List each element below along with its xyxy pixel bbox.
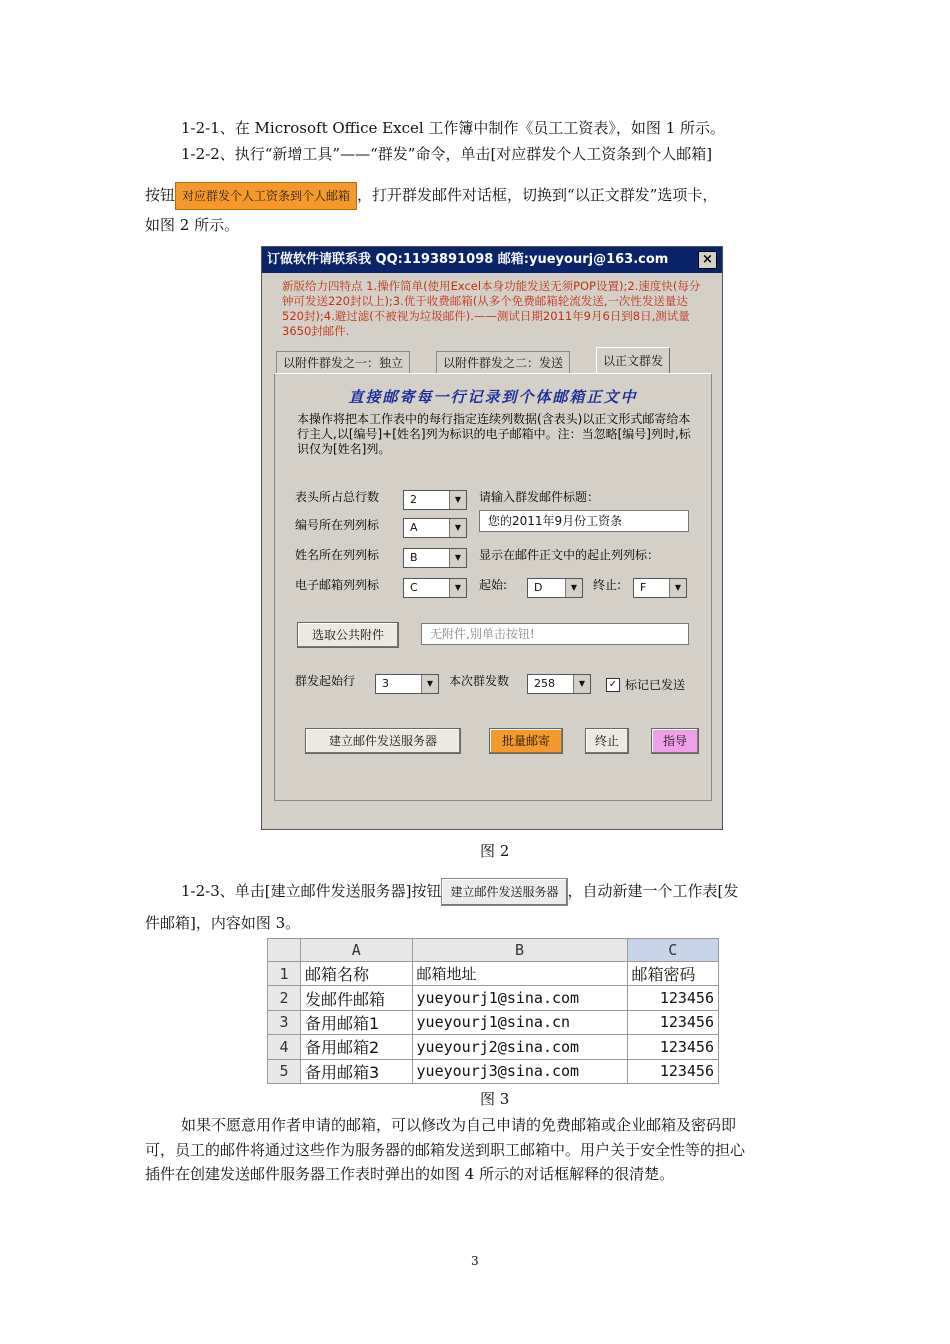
subject-label: 请输入群发邮件标题： xyxy=(479,490,600,504)
cell-mailbox-name[interactable]: 备用邮箱1 xyxy=(301,1010,413,1034)
tab-attachment-send[interactable]: 以附件群发之二：发送 xyxy=(436,351,570,374)
end-column-value: F xyxy=(640,581,647,594)
cell-mailbox-password[interactable]: 123456 xyxy=(627,1035,719,1059)
cell-mailbox-name[interactable]: 备用邮箱2 xyxy=(301,1035,413,1059)
id-column-value: A xyxy=(410,521,418,534)
feature-notice: 新版给力四特点 1.操作简单(使用Excel本身功能发送无须POP设置);2.速度快(每分钟可发送220封以上);3.优于收费邮箱(从多个免费邮箱轮流发送,一次性发送量达520封);4.避过滤(不被视为垃圾邮件).——测试日期2011年9月6日到8日,测试量3650封邮件. xyxy=(282,279,701,338)
build-server-button[interactable]: 建立邮件发送服务器 xyxy=(305,728,461,754)
name-column-value: B xyxy=(410,551,418,564)
row-number[interactable]: 4 xyxy=(268,1035,301,1059)
figure-3-caption: 图 3 xyxy=(480,1090,510,1108)
build-server-button-image: 建立邮件发送服务器 xyxy=(441,878,567,906)
row-number[interactable]: 5 xyxy=(268,1059,301,1083)
paragraph-1: 1-2-1、在 Microsoft Office Excel 工作簿中制作《员工工资表》，如图 1 所示。 xyxy=(181,119,726,137)
start-column-value: D xyxy=(534,581,543,594)
mark-sent-label: 标记已发送 xyxy=(625,678,686,692)
paragraph-4-line-1: 如果不愿意用作者申请的邮箱，可以修改为自己申请的免费邮箱或企业邮箱及密码即 xyxy=(181,1116,737,1134)
chevron-down-icon: ▼ xyxy=(449,579,466,597)
subject-input[interactable]: 您的2011年9月份工资条 xyxy=(479,510,689,532)
end-column-select[interactable] xyxy=(633,578,687,598)
send-count-value: 258 xyxy=(534,677,555,690)
paragraph-4-line-3: 插件在创建发送邮件服务器工作表时弹出的如图 4 所示的对话框解释的很清楚。 xyxy=(145,1165,675,1183)
cell-mailbox-address[interactable]: yueyourj1@sina.cn xyxy=(412,1010,627,1034)
table-row xyxy=(268,1035,719,1059)
send-salary-slips-button-image: 对应群发个人工资条到个人邮箱 xyxy=(175,182,357,210)
cell-mailbox-address[interactable]: yueyourj3@sina.com xyxy=(412,1059,627,1083)
mailbox-sheet xyxy=(267,938,719,1084)
cell-mailbox-name[interactable]: 发邮件邮箱 xyxy=(301,986,413,1010)
corner-cell xyxy=(268,939,301,962)
mass-mail-dialog xyxy=(261,246,723,830)
column-header-b[interactable]: B xyxy=(412,939,627,962)
cell-mailbox-password[interactable]: 123456 xyxy=(627,1010,719,1034)
column-header-c[interactable]: C xyxy=(627,939,719,962)
email-column-label: 电子邮箱列列标 xyxy=(295,578,380,592)
start-row-label: 群发起始行 xyxy=(295,674,356,688)
name-column-label: 姓名所在列列标 xyxy=(295,548,380,562)
table-row xyxy=(268,986,719,1010)
cell-mailbox-password[interactable]: 邮箱密码 xyxy=(627,962,719,986)
paragraph-2-line-2 xyxy=(145,182,717,210)
end-column-label: 终止: xyxy=(593,578,622,592)
name-column-select[interactable] xyxy=(403,548,467,568)
chevron-down-icon: ▼ xyxy=(573,675,590,693)
paragraph-3-prefix: 1-2-3、单击[建立邮件发送服务器]按钮 xyxy=(181,882,442,900)
email-column-value: C xyxy=(410,581,418,594)
tab-body-mass-send[interactable]: 以正文群发 xyxy=(596,347,670,374)
paragraph-2-line-1: 1-2-2、执行“新增工具”——“群发”命令，单击[对应群发个人工资条到个人邮箱] xyxy=(181,145,713,163)
send-count-select[interactable] xyxy=(527,674,591,694)
start-column-label: 起始: xyxy=(479,578,508,592)
row-number[interactable]: 2 xyxy=(268,986,301,1010)
paragraph-2-prefix: 按钮 xyxy=(145,186,176,204)
chevron-down-icon: ▼ xyxy=(669,579,686,597)
dialog-title-bar xyxy=(262,247,722,273)
chevron-down-icon: ▼ xyxy=(421,675,438,693)
dialog-title: 订做软件请联系我 QQ:1193891098 邮箱:yueyourj@163.com xyxy=(267,252,669,267)
paragraph-3-line-1 xyxy=(181,878,738,906)
tab-attachment-independent[interactable]: 以附件群发之一：独立 xyxy=(276,351,410,374)
table-row xyxy=(268,962,719,986)
header-rows-select[interactable] xyxy=(403,490,467,510)
column-header-a[interactable]: A xyxy=(301,939,413,962)
start-column-select[interactable] xyxy=(527,578,583,598)
guide-button[interactable]: 指导 xyxy=(651,728,699,754)
batch-send-button[interactable]: 批量邮寄 xyxy=(489,728,563,754)
chevron-down-icon: ▼ xyxy=(565,579,582,597)
panel-heading: 直接邮寄每一行记录到个体邮箱正文中 xyxy=(348,388,638,406)
chevron-down-icon: ▼ xyxy=(449,549,466,567)
cell-mailbox-password[interactable]: 123456 xyxy=(627,1059,719,1083)
mark-sent-checkbox[interactable]: ✓ xyxy=(606,678,620,692)
paragraph-3-line-2: 件邮箱]，内容如图 3。 xyxy=(145,914,301,932)
cell-mailbox-address[interactable]: yueyourj2@sina.com xyxy=(412,1035,627,1059)
attachment-input[interactable]: 无附件,别单击按钮! xyxy=(421,623,689,645)
start-row-select[interactable] xyxy=(375,674,439,694)
email-column-select[interactable] xyxy=(403,578,467,598)
close-icon[interactable]: × xyxy=(698,251,717,269)
paragraph-4-line-2: 可，员工的邮件将通过这些作为服务器的邮箱发送到职工邮箱中。用户关于安全性等的担心 xyxy=(145,1141,746,1159)
chevron-down-icon: ▼ xyxy=(449,491,466,509)
stop-button[interactable]: 终止 xyxy=(585,728,629,754)
paragraph-2-line-3: 如图 2 所示。 xyxy=(145,216,240,234)
table-row xyxy=(268,1010,719,1034)
select-attachment-button[interactable]: 选取公共附件 xyxy=(297,622,399,648)
cell-mailbox-address[interactable]: 邮箱地址 xyxy=(412,962,627,986)
start-row-value: 3 xyxy=(382,677,389,690)
panel-description: 本操作将把本工作表中的每行指定连续列数据(含表头)以正文形式邮寄给本行主人,以[编号]+[姓名]列为标识的电子邮箱中。注：当忽略[编号]列时,标识仅为[姓名]列。 xyxy=(297,412,691,456)
send-count-label: 本次群发数 xyxy=(449,674,510,688)
figure-2-caption: 图 2 xyxy=(480,842,510,860)
header-rows-value: 2 xyxy=(410,493,417,506)
row-number[interactable]: 1 xyxy=(268,962,301,986)
paragraph-2-suffix: ，打开群发邮件对话框，切换到“以正文群发”选项卡， xyxy=(357,186,718,204)
paragraph-3-suffix: ，自动新建一个工作表[发 xyxy=(567,882,739,900)
chevron-down-icon: ▼ xyxy=(449,519,466,537)
row-number[interactable]: 3 xyxy=(268,1010,301,1034)
id-column-label: 编号所在列列标 xyxy=(295,518,380,532)
table-row xyxy=(268,1059,719,1083)
cell-mailbox-name[interactable]: 备用邮箱3 xyxy=(301,1059,413,1083)
header-rows-label: 表头所占总行数 xyxy=(295,490,380,504)
cell-mailbox-address[interactable]: yueyourj1@sina.com xyxy=(412,986,627,1010)
tab-panel-body-send xyxy=(274,373,712,801)
range-columns-label: 显示在邮件正文中的起止列列标： xyxy=(479,548,660,562)
cell-mailbox-name[interactable]: 邮箱名称 xyxy=(301,962,413,986)
page-number: 3 xyxy=(471,1254,479,1268)
cell-mailbox-password[interactable]: 123456 xyxy=(627,986,719,1010)
id-column-select[interactable] xyxy=(403,518,467,538)
